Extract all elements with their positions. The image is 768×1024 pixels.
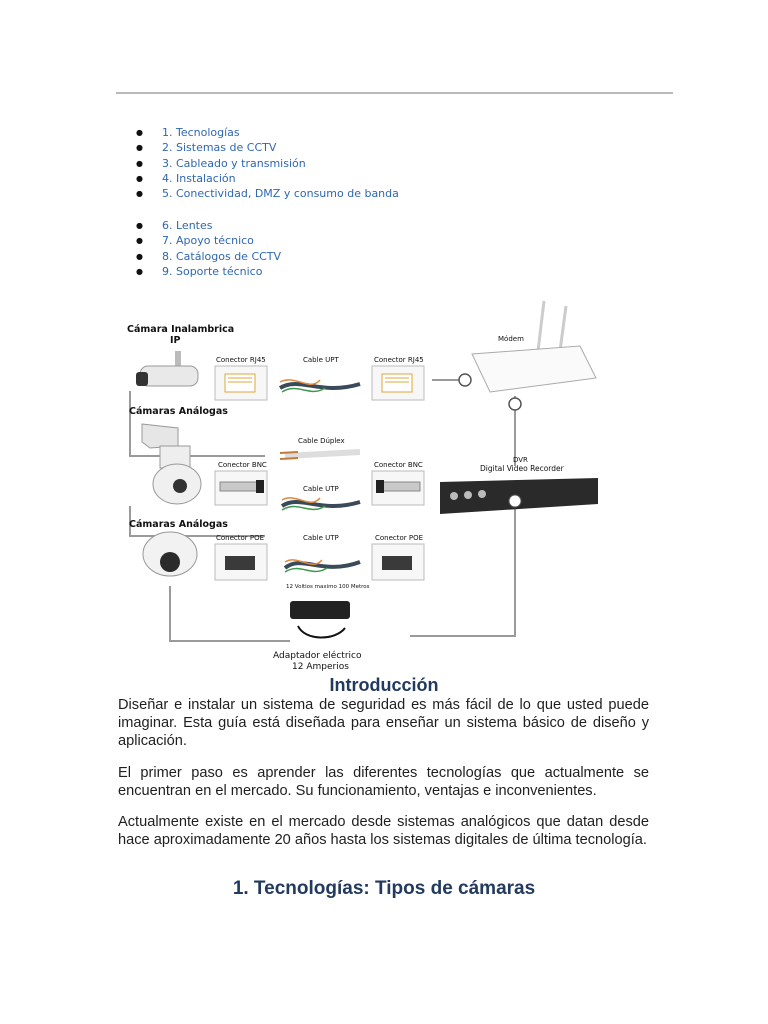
bnc-connector-icon-right (376, 480, 420, 493)
ptz-dome-camera-icon (142, 424, 201, 504)
label-cable-duplex: Cable Dúplex (298, 437, 345, 445)
power-adapter-icon (290, 601, 350, 638)
modem-lan-port-icon (509, 398, 521, 410)
label-adapter-1: Adaptador eléctrico (273, 651, 362, 661)
poe-connector-icon-right (382, 556, 412, 570)
label-dvr-full: Digital Video Recorder (480, 464, 564, 473)
header-rule (116, 92, 673, 94)
dome-camera-icon (143, 532, 197, 576)
dvr-icon (440, 478, 598, 514)
section-heading-tecnologias: 1. Tecnologías: Tipos de cámaras (232, 878, 536, 899)
label-cable-utp-2: Cable UTP (303, 534, 339, 542)
toc-link-tecnologias[interactable]: ● 1. Tecnologías (136, 125, 399, 140)
intro-paragraph-1: Diseñar e instalar un sistema de seguridad es más fácil de lo que usted puede imaginar. Esta guía está diseñada para enseñar un sistema básico de diseño y aplicación. (118, 697, 649, 749)
utp-cable-icon-3 (285, 560, 360, 572)
toc-link-sistemas-cctv[interactable]: ● 2. Sistemas de CCTV (136, 140, 399, 155)
modem-port-icon (459, 374, 471, 386)
toc-link-conectividad[interactable]: ● 5. Conectividad, DMZ y consumo de banda (136, 186, 399, 201)
toc-link-instalacion[interactable]: ● 4. Instalación (136, 171, 399, 186)
intro-paragraph-2: El primer paso es aprender las diferentes tecnologías que actualmente se encuentran en el mercado. Su funcionamiento, ventajas e inconvenientes. (118, 765, 649, 799)
label-camera-ip-2: IP (170, 335, 181, 346)
label-connector-poe-left: Conector POE (216, 534, 265, 542)
intro-paragraph-3: Actualmente existe en el mercado desde sistemas analógicos que datan desde hace aproximadamente 20 años hasta los sistemas digitales de última tecnología. (118, 814, 649, 848)
toc-list-1 (136, 125, 399, 201)
label-adapter-2: 12 Amperios (292, 662, 349, 672)
rj45-connector-icon-right (382, 374, 412, 392)
label-cameras-analog-1: Cámaras Análogas (129, 406, 228, 417)
poe-connector-icon-left (225, 556, 255, 570)
label-poe-note: 12 Voltios maximo 100 Metros (286, 584, 370, 590)
cctv-installation-diagram (120, 296, 610, 672)
ip-bullet-camera-icon (136, 351, 198, 386)
utp-cable-icon-2 (282, 498, 360, 510)
label-modem: Módem (498, 335, 524, 343)
connector-boxes (215, 366, 424, 580)
label-connector-rj45-left: Conector RJ45 (216, 356, 266, 364)
label-camera-ip-1: Cámara Inalambrica (127, 324, 235, 335)
duplex-cable-icon (280, 452, 360, 459)
toc-link-soporte-tecnico[interactable]: ● 9. Soporte técnico (136, 264, 281, 279)
label-cable-utp-1: Cable UTP (303, 485, 339, 493)
label-cameras-analog-2: Cámaras Análogas (129, 519, 228, 530)
intro-heading: Introducción (329, 675, 439, 695)
label-connector-rj45-right: Conector RJ45 (374, 356, 424, 364)
label-connector-poe-right: Conector POE (375, 534, 424, 542)
label-cable-upt: Cable UPT (303, 356, 339, 364)
label-connector-bnc-right: Conector BNC (374, 461, 423, 469)
toc-link-catalogos[interactable]: ● 8. Catálogos de CCTV (136, 249, 281, 264)
toc-list-2 (136, 218, 281, 279)
toc-link-apoyo-tecnico[interactable]: ● 7. Apoyo técnico (136, 233, 281, 248)
bnc-connector-icon-left (220, 480, 264, 493)
toc-link-cableado[interactable]: ● 3. Cableado y transmisión (136, 156, 399, 171)
modem-icon (472, 301, 596, 392)
rj45-connector-icon-left (225, 374, 255, 392)
label-connector-bnc-left: Conector BNC (218, 461, 267, 469)
toc-link-lentes[interactable]: ● 6. Lentes (136, 218, 281, 233)
utp-cable-icon-1 (280, 380, 360, 392)
label-dvr: DVR (513, 456, 528, 464)
